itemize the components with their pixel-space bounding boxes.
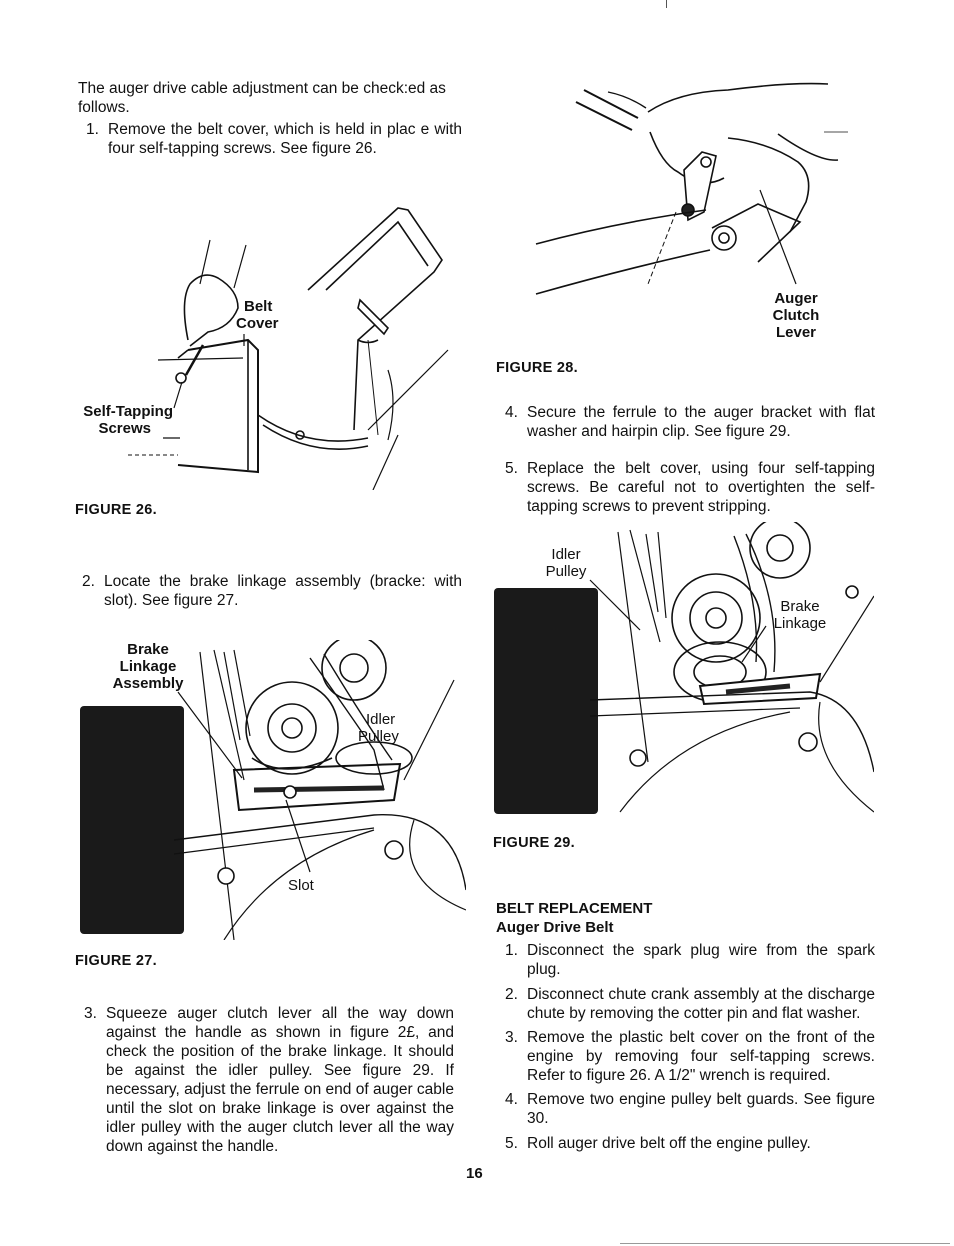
label-line: Clutch: [772, 307, 820, 324]
label-line: Screws: [98, 420, 151, 437]
fig29-label-brake-linkage: [768, 598, 832, 632]
page-number: 16: [466, 1165, 483, 1182]
belt-step-4: [505, 1090, 875, 1128]
step-1-left: [86, 120, 462, 158]
fig26-label-belt-cover: [236, 298, 279, 332]
belt-step-5: [505, 1134, 875, 1153]
step-number: 1.: [505, 942, 518, 959]
label-line: Cover: [236, 315, 279, 332]
step-3-left: [84, 1004, 454, 1156]
figure-26-illustration: [68, 200, 468, 490]
belt-step-1: [505, 941, 875, 979]
figure-28-caption: FIGURE 28.: [496, 360, 578, 376]
label-line: Pulley: [545, 563, 587, 580]
label-line: Idler: [366, 711, 396, 728]
figure-26-caption: FIGURE 26.: [75, 502, 157, 518]
label-line: Self-Tapping: [83, 403, 173, 420]
step-text: Disconnect chute crank assembly at the discharge chute by removing the cotter pin and flat washer.: [527, 986, 875, 1022]
label-line: Brake: [780, 598, 820, 615]
step-text: Remove the belt cover, which is held in plac e with four self-tapping screws. See figure 26.: [108, 121, 462, 157]
step-text: Replace the belt cover, using four self-tapping screws. Be careful not to overtighten the self-tapping screws to prevent stripping.: [527, 460, 875, 515]
figure-27-caption: FIGURE 27.: [75, 953, 157, 969]
label-line: Auger: [774, 290, 818, 307]
label-line: Brake: [127, 641, 169, 658]
figure-29-caption: FIGURE 29.: [493, 835, 575, 851]
scan-mark: [666, 0, 667, 8]
step-5-right: [505, 459, 875, 516]
step-text: Secure the ferrule to the auger bracket with flat washer and hairpin clip. See figure 29.: [527, 404, 875, 440]
step-number: 2.: [505, 986, 518, 1003]
section-heading: BELT REPLACEMENT: [496, 900, 653, 917]
step-number: 4.: [505, 404, 518, 421]
section-subheading: Auger Drive Belt: [496, 919, 614, 936]
label-line: Belt: [244, 298, 273, 315]
step-number: 1.: [86, 121, 99, 138]
tire-silhouette: [80, 706, 184, 934]
step-number: 3.: [505, 1029, 518, 1046]
belt-step-2: [505, 985, 875, 1023]
label-line: Pulley: [358, 728, 399, 745]
step-number: 2.: [82, 573, 95, 590]
belt-step-3: [505, 1028, 875, 1085]
label-line: Linkage: [119, 658, 177, 675]
tire-silhouette: [494, 588, 598, 814]
fig29-label-idler-pulley: [541, 546, 591, 580]
step-text: Locate the brake linkage assembly (bracke: with slot). See figure 27.: [104, 573, 462, 609]
step-4-right: [505, 403, 875, 441]
fig27-label-slot: Slot: [288, 877, 314, 894]
fig27-label-brake-linkage-assembly: [108, 641, 188, 692]
step-text: Roll auger drive belt off the engine pulley.: [527, 1135, 811, 1152]
step-text: Disconnect the spark plug wire from the spark plug.: [527, 942, 875, 978]
step-number: 5.: [505, 460, 518, 477]
step-number: 5.: [505, 1135, 518, 1152]
fig28-label-auger-clutch-lever: [766, 290, 826, 341]
step-number: 4.: [505, 1091, 518, 1108]
step-2-left: [82, 572, 462, 610]
scan-edge-line: [620, 1243, 950, 1244]
label-line: Assembly: [112, 675, 184, 692]
label-line: Linkage: [773, 615, 827, 632]
label-line: Idler: [551, 546, 581, 563]
label-line: Lever: [775, 324, 817, 341]
intro-paragraph: The auger drive cable adjustment can be check:ed as follows.: [78, 80, 446, 116]
fig27-label-idler-pulley: [358, 711, 399, 745]
step-text: Remove two engine pulley belt guards. See figure 30.: [527, 1091, 875, 1127]
step-text: Squeeze auger clutch lever all the way down against the handle as shown in figure 2£, and check the position of the brake linkage. It should be against the idler pulley. See figure 29. If necessary, adjust the ferrule on end of auger cable until the slot on brake linkage is over against the idler pulley with the auger clutch lever all the way down against the handle.: [106, 1005, 454, 1155]
step-number: 3.: [84, 1005, 97, 1022]
step-text: Remove the plastic belt cover on the front of the engine by removing four self-tapping screws. Refer to figure 26. A 1/2" wrench is required.: [527, 1029, 875, 1084]
fig26-label-screws: [75, 403, 173, 437]
